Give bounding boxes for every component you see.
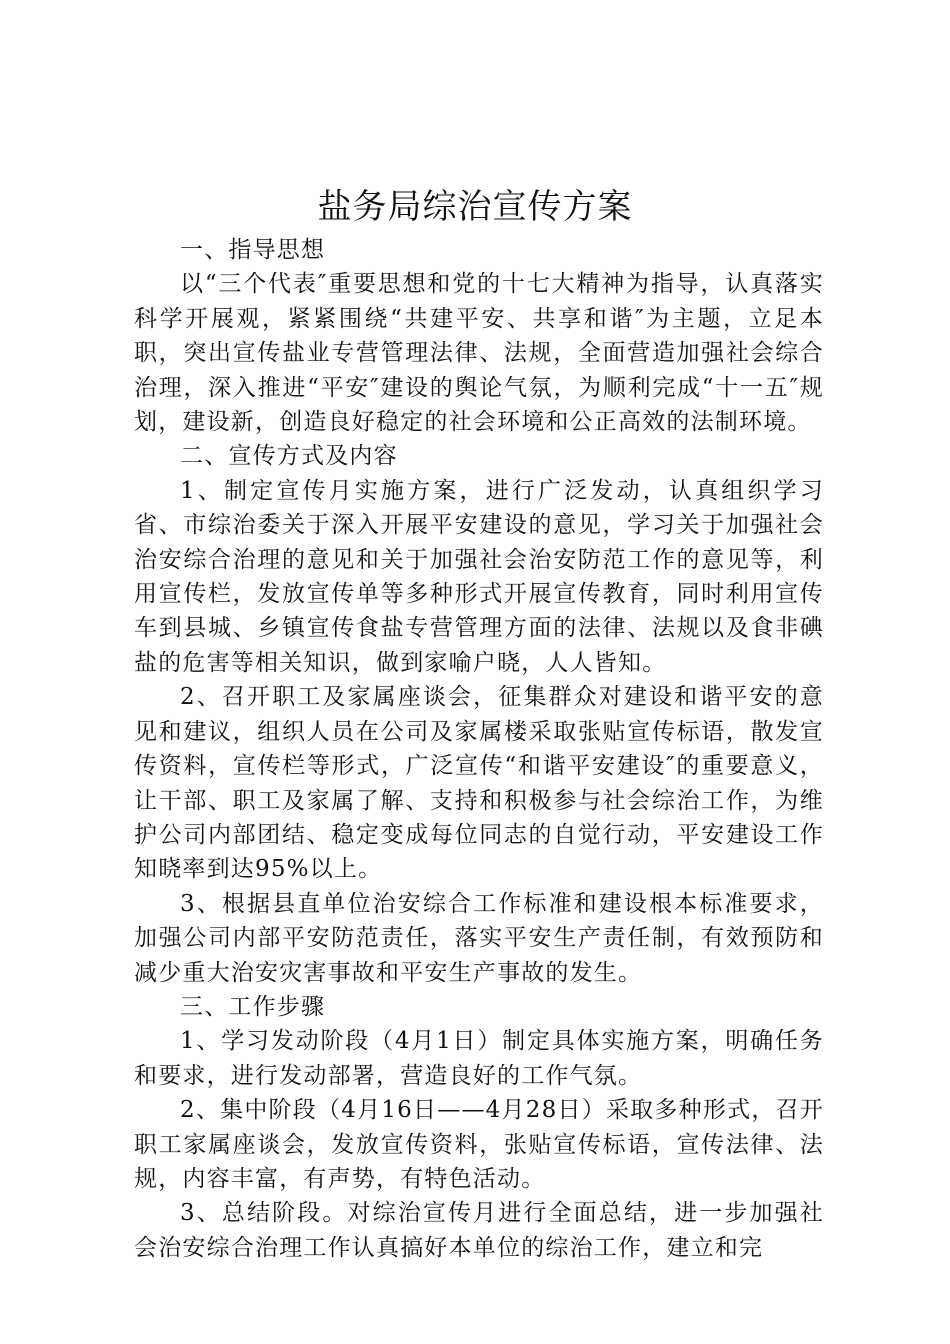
paragraph: 2、集中阶段（4月16日——4月28日）采取多种形式，召开职工家属座谈会，发放宣传资料，张贴宣传标语，宣传法律、法规，内容丰富，有声势，有特色活动。 — [134, 1097, 824, 1192]
document-body — [134, 233, 824, 1265]
paragraph: 3、根据县直单位治安综合工作标准和建设根本标准要求，加强公司内部平安防范责任，落实平安生产责任制，有效预防和减少重大治安灾害事故和平安生产事故的发生。 — [134, 890, 824, 986]
paragraph: 1、制定宣传月实施方案，进行广泛发动，认真组织学习省、市综治委关于深入开展平安建设的意见，学习关于加强社会治安综合治理的意见和关于加强社会治安防范工作的意见等，利用宣传栏，发放宣传单等多种形式开展宣传教育，同时利用宣传车到县城、乡镇宣传食盐专营管理方面的法律、法规以及食非碘盐的危害等相关知识，做到家喻户晓，人人皆知。 — [134, 477, 824, 676]
paragraph: 以“三个代表″重要思想和党的十七大精神为指导，认真落实科学开展观，紧紧围绕“共建平安、共享和谐″为主题，立足本职，突出宣传盐业专营管理法律、法规，全面营造加强社会综合治理，深入推进“平安″建设的舆论气氛，为顺利完成“十一五″规划，建设新，创造良好稳定的社会环境和公正高效的法制环境。 — [134, 271, 824, 436]
paragraph: 1、学习发动阶段（4月1日）制定具体实施方案，明确任务和要求，进行发动部署，营造良好的工作气氛。 — [134, 1028, 824, 1089]
document-title: 盐务局综治宣传方案 — [317, 187, 633, 227]
section-heading-guiding-ideology: 一、指导思想 — [180, 237, 326, 263]
section-heading-work-steps: 三、工作步骤 — [180, 993, 326, 1020]
paragraph: 3、总结阶段。对综治宣传月进行全面总结，进一步加强社会治安综合治理工作认真搞好本单位的综治工作，建立和完 — [134, 1200, 824, 1261]
paragraph: 2、召开职工及家属座谈会，征集群众对建设和谐平安的意见和建议，组织人员在公司及家属楼采取张贴宣传标语，散发宣传资料，宣传栏等形式，广泛宣传“和谐平安建设″的重要意义，让干部、职工及家属了解、支持和积极参与社会综治工作，为维护公司内部团结、稳定变成每位同志的自觉行动，平安建设工作知晓率到达95%以上。 — [134, 684, 824, 883]
section-heading-publicity-methods: 二、宣传方式及内容 — [180, 443, 398, 470]
